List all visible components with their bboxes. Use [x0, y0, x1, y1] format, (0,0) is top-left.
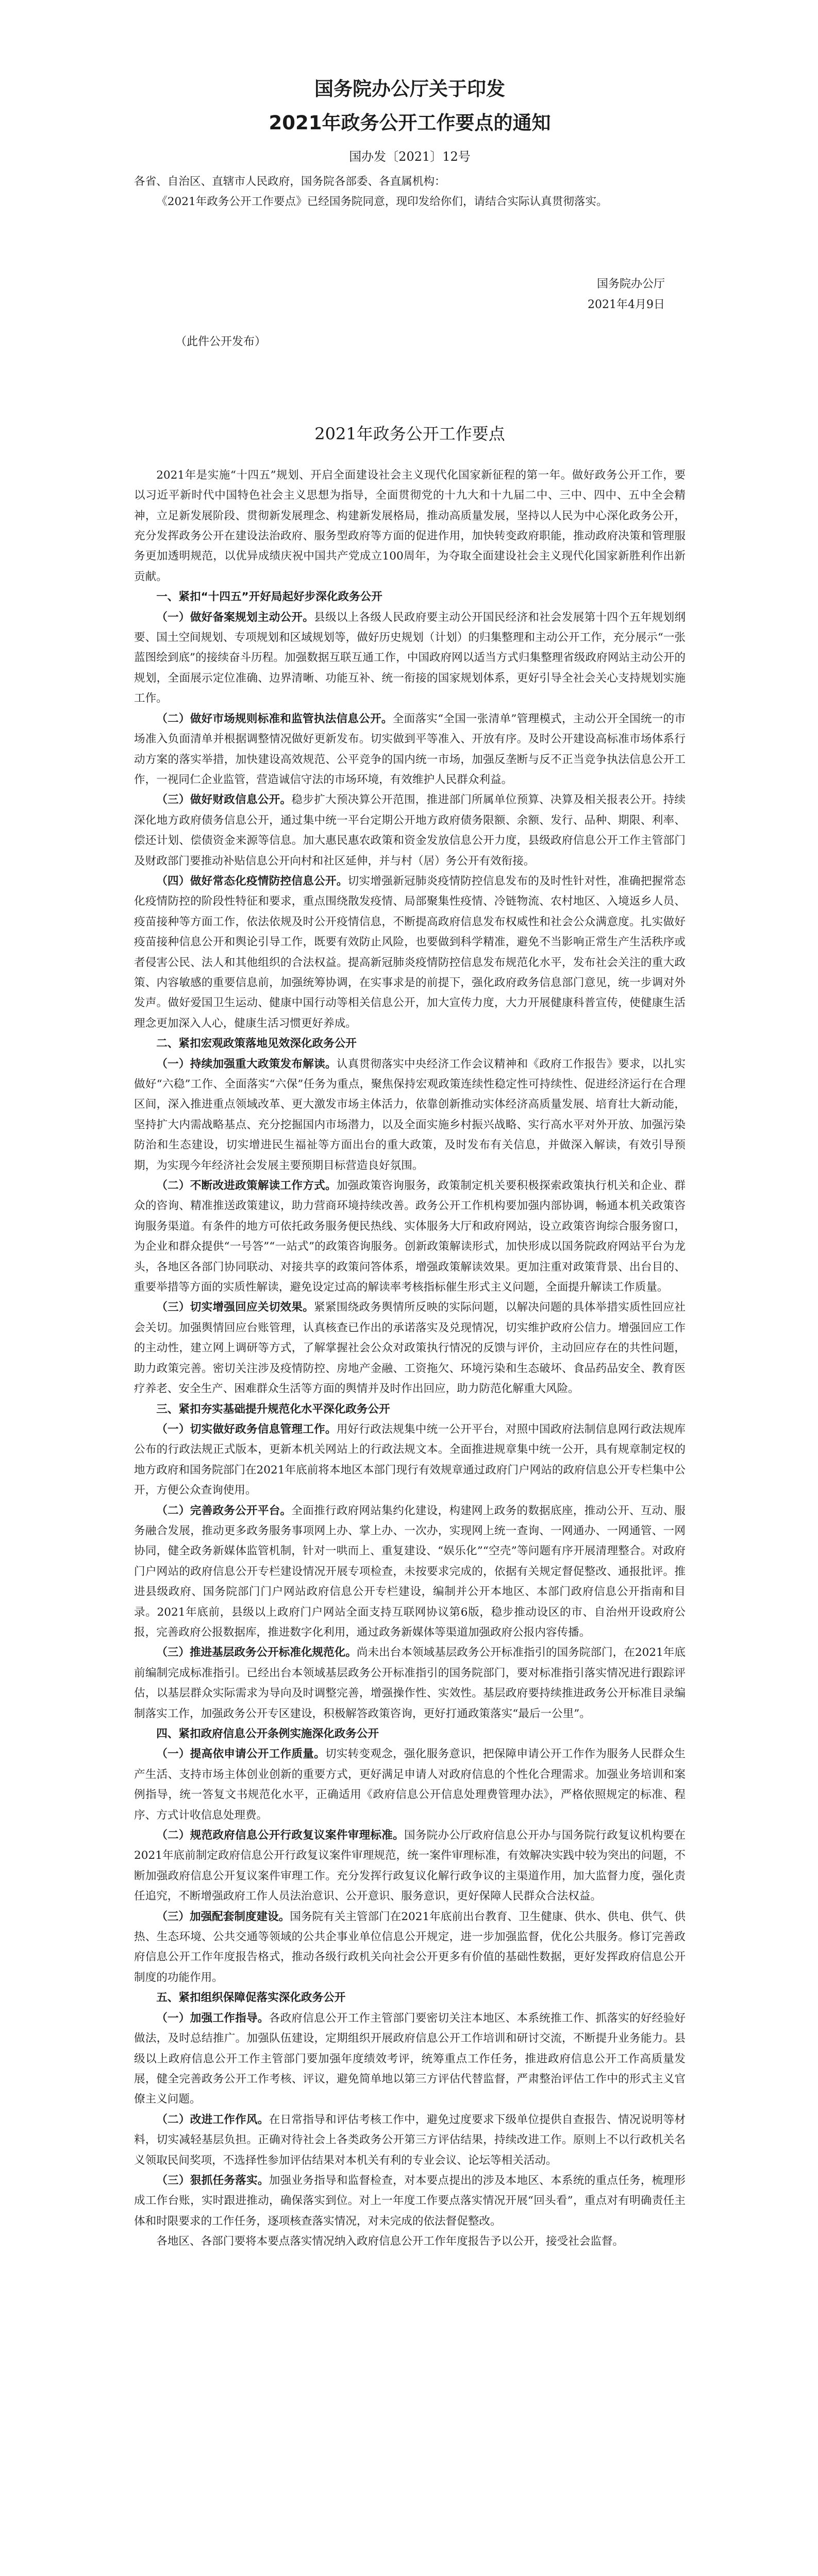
section-paragraph: [134, 790, 686, 871]
notice-body: 《2021年政务公开工作要点》已经国务院同意，现印发给你们，请结合实际认真贯彻落实。: [156, 195, 608, 209]
intro-paragraph: 2021年是实施“十四五”规划、开启全面建设社会主义现代化国家新征程的第一年。做好政务公开工作，要以习近平新时代中国特色社会主义思想为指导，全面贯彻党的十九大和十九届二中、三中、四中、五中全会精神，立足新发展阶段、贯彻新发展理念、构建新发展格局，推动高质量发展，坚持以人民为中心深化政务公开，充分发挥政务公开在建设法治政府、服务型政府等方面的促进作用，加快转变政府职能，推动政府决策和管理服务更加透明规范，以优异成绩庆祝中国共产党成立100周年，为夺取全面建设社会主义现代化国家新胜利作出新贡献。: [134, 468, 686, 583]
closing-paragraph: 各地区、各部门要将本要点落实情况纳入政府信息公开工作年度报告予以公开，接受社会监督。: [156, 2235, 624, 2248]
section-heading: 五、紧扣组织保障促落实深化政务公开: [156, 1991, 346, 2005]
paragraph-lead: （三）做好财政信息公开。: [156, 793, 292, 807]
paragraph-lead: （四）做好常态化疫情防控信息公开。: [156, 874, 348, 888]
section-paragraph: [134, 2008, 686, 2110]
section-paragraph: [134, 1907, 686, 1988]
section-paragraph: [134, 1297, 686, 1399]
release-note: （此件公开发布）: [175, 335, 266, 348]
paragraph-lead: （三）加强配套制度建设。: [156, 1910, 290, 1923]
issue-date: 2021年4月9日: [588, 298, 665, 311]
paragraph-lead: （二）不断改进政策解读工作方式。: [156, 1179, 337, 1193]
section-heading: 一、紧扣“十四五”开好局起好步深化政务公开: [156, 590, 382, 604]
paragraph-text: 全面推行政府网站集约化建设，构建网上政务的数据底座，推动公开、互动、服务融合发展，推动更多政务服务事项网上办、掌上办、一次办，实现网上统一查询、一网通办、一网通管、一网协同，健全政务新媒体监管机制，针对一哄而上、重复建设、“娱乐化”“空壳”等问题有序开展清理整合。对政府门户网站的政府信息公开专栏建设情况开展专项检查，未按要求完成的，依据有关规定督促整改、通报批评。推进县级政府、国务院部门门户网站政府信息公开专栏建设，编制并公开本地区、本部门政府信息公开指南和目录。2021年底前，县级以上政府门户网站全面支持互联网协议第6版，稳步推动设区的市、自治州开设政府公报，完善政府公报数据库，推进数字化利用，通过政务新媒体等渠道加强政府公报内容传播。: [134, 1504, 686, 1639]
document-content: [134, 72, 686, 2252]
salutation: 各省、自治区、直辖市人民政府，国务院各部委、各直属机构：: [134, 175, 446, 188]
notice-title-line2: 2021年政务公开工作要点的通知: [269, 112, 551, 134]
section-paragraph: [134, 1501, 686, 1643]
section-heading: 四、紧扣政府信息公开条例实施深化政务公开: [156, 1727, 379, 1740]
issuer: 国务院办公厅: [596, 277, 665, 291]
paragraph-lead: （二）改进工作作风。: [156, 2113, 269, 2126]
section-paragraph: [134, 1642, 686, 1724]
section-paragraph: [134, 1419, 686, 1501]
paragraph-text: 全面落实“全国一张清单”管理模式，主动公开全国统一的市场准入负面清单并根据调整情况做好更新发布。切实做到平等准入、开放有序。及时公开建设高标准市场体系行动方案的落实举措，加快建设高效规范、公平竞争的国内统一市场，加强反垄断与反不正当竞争执法信息公开工作，一视同仁企业监管，营造诚信守法的市场环境，有效维护人民群众利益。: [134, 712, 686, 786]
paragraph-lead: （二）做好市场规则标准和监管执法信息公开。: [156, 712, 393, 725]
section-paragraph: [134, 2110, 686, 2171]
document-title: 2021年政务公开工作要点: [314, 423, 505, 444]
paragraph-text: 尚未出台本领域基层政务公开标准指引的国务院部门，在2021年底前编制完成标准指引。已经出台本领域基层政务公开标准指引的国务院部门，要对标准指引落实情况进行跟踪评估，以基层群众实际需求为导向及时调整完善，增强操作性、实效性。基层政府要持续推进政务公开标准目录编制落实工作，加强政务公开专区建设，积极解答政策咨询，更好打通政策落实“最后一公里”。: [134, 1646, 686, 1720]
document-number: 国办发〔2021〕12号: [349, 149, 471, 164]
section-heading: 二、紧扣宏观政策落地见效深化政务公开: [156, 1037, 357, 1050]
section-paragraph: [134, 709, 686, 790]
paragraph-text: 县级以上各级人民政府要主动公开国民经济和社会发展第十四个五年规划纲要、国土空间规划、专项规划和区域规划等，做好历史规划（计划）的归集整理和主动公开工作，充分展示“一张蓝图绘到底”的接续奋斗历程。加强数据互联互通工作，中国政府网以适当方式归集整理省级政府网站主动公开的规划，全面展示定位准确、边界清晰、功能互补、统一衔接的国家规划体系，更好引导全社会关心支持规划实施工作。: [134, 611, 686, 705]
section-paragraph: [134, 1744, 686, 1825]
section-paragraph: [134, 871, 686, 1033]
section-paragraph: [134, 1176, 686, 1297]
paragraph-lead: （一）持续加强重大政策发布解读。: [156, 1057, 337, 1071]
paragraph-lead: （一）提高依申请公开工作质量。: [156, 1748, 325, 1761]
paragraph-text: 紧紧围绕政务舆情所反映的实际问题，以解决问题的具体举措实质性回应社会关切。加强舆情回应台账管理，认真核查已作出的承诺落实及兑现情况，切实维护政府公信力。增强回应工作的主动性，建立网上调研等方式，了解掌握社会公众对政策执行情况的反馈与评价，主动回应存在的共性问题，助力政策完善。密切关注涉及疫情防控、房地产金融、工资拖欠、环境污染和生态破坏、食品药品安全、教育医疗养老、安全生产、困难群众生活等方面的舆情并及时作出回应，助力防范化解重大风险。: [134, 1301, 686, 1396]
paragraph-text: 用好行政法规集中统一公开平台，对照中国政府法制信息网行政法规库公布的行政法规正式版本，更新本机关网站上的行政法规文本。全面推进规章集中统一公开，具有规章制定权的地方政府和国务院部门在2021年底前将本地区本部门现行有效规章通过政府门户网站的政府信息公开专栏集中公开，方便公众查询使用。: [134, 1422, 686, 1497]
paragraph-lead: （一）切实做好政务信息管理工作。: [156, 1422, 337, 1436]
paragraph-text: 在日常指导和评估考核工作中，避免过度要求下级单位提供自查报告、情况说明等材料，切实减轻基层负担。正确对待社会上各类政务公开第三方评估结果，持续改进工作。原则上不以行政机关名义领取民间奖项，不选择性参加评估结果对本机关有利的专业会议、论坛等相关活动。: [134, 2113, 686, 2167]
signature-block: [134, 274, 686, 315]
paragraph-text: 国务院有关主管部门在2021年底前出台教育、卫生健康、供水、供电、供气、供热、生态环境、公共交通等领域的公共企事业单位信息公开规定，进一步加强监督，优化公共服务。修订完善政府信息公开工作年度报告格式，推动各级行政机关向社会公开更多有价值的基础性数据，更好发挥政府信息公开制度的功能作用。: [134, 1910, 686, 1984]
paragraph-lead: （一）加强工作指导。: [156, 2011, 269, 2025]
paragraph-text: 认真贯彻落实中央经济工作会议精神和《政府工作报告》要求，以扎实做好“六稳”工作、全面落实“六保”任务为重点，聚焦保持宏观政策连续性稳定性可持续性、促进经济运行在合理区间，深入推进重点领域改革、更大激发市场主体活力，依靠创新推动实体经济高质量发展、培育壮大新动能，坚持扩大内需战略基点、充分挖掘国内市场潜力，以及全面实施乡村振兴战略、实行高水平对外开放、加强污染防治和生态建设，切实增进民生福祉等方面出台的重大政策，及时发布有关信息，并做深入解读，有效引导预期，为实现今年经济社会发展主要预期目标营造良好氛围。: [134, 1057, 686, 1172]
document-sections: [134, 587, 686, 2231]
section-paragraph: [134, 2171, 686, 2231]
paragraph-lead: （三）切实增强回应关切效果。: [156, 1301, 314, 1314]
paragraph-lead: （二）规范政府信息公开行政复议案件审理标准。: [156, 1829, 404, 1842]
section-paragraph: [134, 1054, 686, 1176]
section-paragraph: [134, 1825, 686, 1907]
paragraph-text: 国务院办公厅政府信息公开办与国务院行政复议机构要在2021年底前制定政府信息公开行政复议案件审理规范，统一案件审理标准，有效解决实践中较为突出的问题，不断加强政府信息公开复议案件审理工作。充分发挥行政复议化解行政争议的主渠道作用，加大监督力度，强化责任追究，不断增强政府工作人员法治意识、公开意识、服务意识，更好保障人民群众合法权益。: [134, 1829, 686, 1903]
paragraph-text: 切实转变观念，强化服务意识，把保障申请公开工作作为服务人民群众生产生活、支持市场主体创业创新的重要方式，更好满足申请人对政府信息的个性化合理需求。加强业务培训和案例指导，统一答复文书规范化水平，正确适用《政府信息公开信息处理费管理办法》，严格依照规定的标准、程序、方式计收信息处理费。: [134, 1748, 686, 1822]
paragraph-text: 加强业务指导和监督检查，对本要点提出的涉及本地区、本系统的重点任务，梳理形成工作台账，实时跟进推动，确保落实到位。对上一年度工作要点落实情况开展“回头看”，重点对有明确责任主体和时限要求的工作任务，逐项核查落实情况，对未完成的依法督促整改。: [134, 2174, 686, 2228]
paragraph-text: 各政府信息公开工作主管部门要密切关注本地区、本系统推工作、抓落实的好经验好做法，及时总结推广。加强队伍建设，定期组织开展政府信息公开工作培训和研讨交流，不断提升业务能力。县级以上政府信息公开工作主管部门要加强年度绩效考评，统筹重点工作任务，推进政府信息公开工作高质量发展，健全完善政务公开工作考核、评议，避免简单地以第三方评估代替监督，严肃整治评估工作中的形式主义官僚主义问题。: [134, 2011, 686, 2106]
paragraph-text: 加强政策咨询服务，政策制定机关要积极探索政策执行机关和企业、群众的咨询、精准推送政策建议，助力营商环境持续改善。政务公开工作机构要加强内部协调，畅通本机关政策咨询服务渠道。有条件的地方可依托政务服务便民热线、实体服务大厅和政府网站，设立政策咨询综合服务窗口，为企业和群众提供“一号答”“一站式”的政策咨询服务。创新政策解读形式，加快形成以国务院政府网站平台为龙头，各地区各部门协同联动、对接共享的政策问答体系，增强政策解读效果。更加注重对政策背景、出台目的、重要举措等方面的实质性解读，避免设定过高的解读率考核指标催生形式主义问题，全面提升解读工作质量。: [134, 1179, 686, 1294]
paragraph-text: 稳步扩大预决算公开范围，推进部门所属单位预算、决算及相关报表公开。持续深化地方政府债务信息公开，通过集中统一平台定期公开地方政府债务限额、余额、发行、品种、期限、利率、偿还计划、偿债资金来源等信息。加大惠民惠农政策和资金发放信息公开力度，县级政府信息公开工作主管部门及财政部门要推动补贴信息公开向村和社区延伸，并与村（居）务公开有效衔接。: [134, 793, 686, 868]
section-heading: 三、紧扣夯实基础提升规范化水平深化政务公开: [156, 1402, 390, 1416]
paragraph-lead: （二）完善政务公开平台。: [156, 1504, 292, 1517]
paragraph-lead: （一）做好备案规划主动公开。: [156, 611, 314, 624]
paragraph-text: 切实增强新冠肺炎疫情防控信息发布的及时性针对性，准确把握常态化疫情防控的阶段性特征和要求，重点围绕散发疫情、局部聚集性疫情、冷链物流、农村地区、入境返乡人员、疫苗接种等方面工作，依法依规及时公开疫情信息，不断提高政府信息发布权威性和社会公众满意度。扎实做好疫苗接种信息公开和舆论引导工作，既要有效防止风险，也要做到科学精准，避免不当影响正常生产生活秩序或者侵害公民、法人和其他组织的合法权益。提高新冠肺炎疫情防控信息发布规范化水平，发布社会关注的重大政策、内容敏感的重要信息前，加强统筹协调，在实事求是的前提下，强化政府政务信息部门意见，统一步调对外发声。做好爱国卫生运动、健康中国行动等相关信息公开，加大宣传力度，大力开展健康科普宣传，使健康生活理念更加深入人心，健康生活习惯更好养成。: [134, 874, 686, 1030]
paragraph-lead: （三）推进基层政务公开标准化规范化。: [156, 1646, 357, 1659]
paragraph-lead: （三）狠抓任务落实。: [156, 2174, 269, 2187]
section-paragraph: [134, 607, 686, 709]
notice-title-line1: 国务院办公厅关于印发: [314, 78, 505, 100]
